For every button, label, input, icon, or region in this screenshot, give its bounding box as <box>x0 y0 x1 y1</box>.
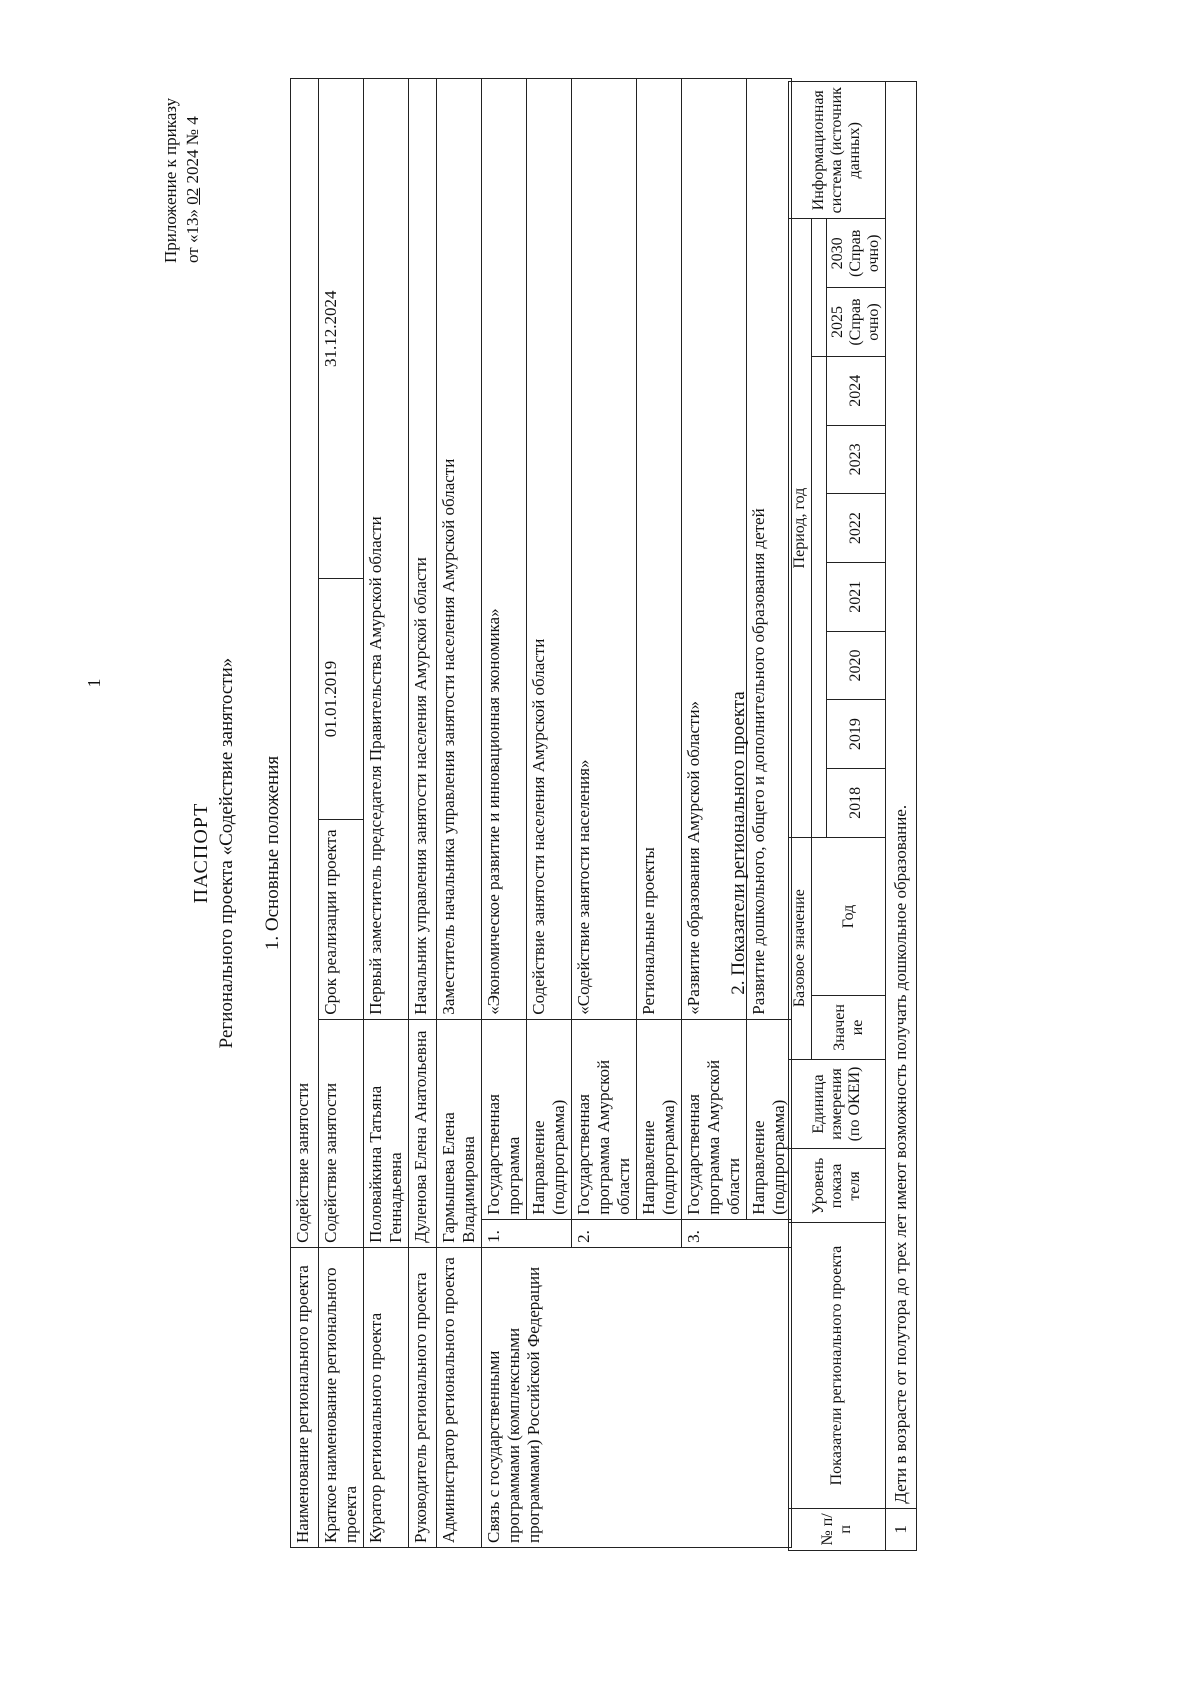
appendix-line2 <box>182 23 204 263</box>
col-base-year-header: Год <box>812 837 886 996</box>
document-title: ПАСПОРТ <box>190 802 212 904</box>
row-extra: Начальник управления занятости населения Амурской области <box>409 79 437 1020</box>
section2-heading: 2. Показатели регионального проекта <box>728 691 749 995</box>
link-type: Государственная программа Амурской области <box>572 1019 637 1219</box>
link-name: Региональные проекты <box>637 79 682 1020</box>
year-header: 2023 <box>827 425 886 494</box>
table-row <box>482 79 527 1548</box>
col-base-header: Базовое значение <box>789 837 812 1059</box>
term-end: 31.12.2024 <box>319 79 364 579</box>
header-row <box>789 82 812 1551</box>
year-header: 2022 <box>827 494 886 563</box>
link-type: Направление (подпрограмма) <box>637 1019 682 1219</box>
table-row <box>364 79 409 1548</box>
term-start: 01.01.2019 <box>319 579 364 819</box>
links-label: Связь с государственными программами (комплексными программами) Российской Федерации <box>482 1247 792 1547</box>
link-type: Направление (подпрограмма) <box>747 1019 792 1219</box>
appendix-date-prefix: от «13» <box>183 204 202 263</box>
row-extra: Заместитель начальника управления занятости населения Амурской области <box>437 79 482 1020</box>
page-number: 1 <box>84 678 104 688</box>
link-type: Государственная программа <box>482 1019 527 1219</box>
row-label: Руководитель регионального проекта <box>409 1247 437 1547</box>
table-row <box>409 79 437 1548</box>
table-row <box>437 79 482 1548</box>
year-header: 2018 <box>827 769 886 838</box>
row-label: Куратор регионального проекта <box>364 1247 409 1547</box>
link-name: «Развитие образования Амурской области» <box>682 79 747 1020</box>
appendix-line1: Приложение к приказу <box>161 97 180 263</box>
appendix-note <box>160 23 204 263</box>
col-ref-spacer <box>812 219 827 356</box>
col-base-value-header: Значен ие <box>812 996 886 1059</box>
year-header: 2019 <box>827 700 886 769</box>
col-unit-header: Единица измерения (по ОКЕИ) <box>789 1059 886 1149</box>
row-value: Половайкина Татьяна Геннадьевна <box>364 1019 409 1247</box>
link-name: Содействие занятости населения Амурской области <box>527 79 572 1020</box>
row-value: Гармышева Елена Владимировна <box>437 1019 482 1247</box>
year-header: 2025 (Справ очно) <box>827 288 886 357</box>
link-name: Развитие дошкольного, общего и дополнительного образования детей <box>747 79 792 1020</box>
term-label: Срок реализации проекта <box>319 819 364 1019</box>
col-level-header: Уровень показа теля <box>789 1149 886 1223</box>
row-label: Наименование регионального проекта <box>291 1247 319 1547</box>
row-value: Содействие занятости <box>291 79 319 1248</box>
link-type: Направление (подпрограмма) <box>527 1019 572 1219</box>
row-extra: Первый заместитель председателя Правительства Амурской области <box>364 79 409 1020</box>
document-subtitle: Регионального проекта «Содействие занятости» <box>216 657 237 1049</box>
col-source-header: Информационная система (источник данных) <box>789 82 886 219</box>
table-row <box>886 82 917 1551</box>
indicators-table <box>788 81 917 1551</box>
row-num: 1 <box>886 1508 917 1550</box>
link-num: 1. <box>482 1219 572 1247</box>
col-num-header: № п/п <box>789 1508 886 1550</box>
table-row <box>319 79 364 1548</box>
row-value: Дуленова Елена Анатольевна <box>409 1019 437 1247</box>
link-name: «Экономическое развитие и инновационная экономика» <box>482 79 527 1020</box>
link-num: 3. <box>682 1219 792 1247</box>
table-row <box>291 79 319 1548</box>
basic-provisions-table <box>290 78 792 1548</box>
col-indicator-header: Показатели регионального проекта <box>789 1223 886 1508</box>
row-label: Администратор регионального проекта <box>437 1247 482 1547</box>
appendix-year: 2024 № 4 <box>183 116 202 188</box>
row-label: Краткое наименование регионального проекта <box>319 1247 364 1547</box>
row-goal: Дети в возрасте от полутора до трех лет имеют возможность получать дошкольное образование. <box>886 82 917 1509</box>
row-value: Содействие занятости <box>319 1019 364 1247</box>
col-period-header: Период, год <box>789 219 812 837</box>
link-type: Государственная программа Амурской области <box>682 1019 747 1219</box>
appendix-month: 02 <box>183 187 202 205</box>
link-name: «Содействие занятости населения» <box>572 79 637 1020</box>
year-header: 2024 <box>827 356 886 425</box>
section1-heading: 1. Основные положения <box>262 755 283 951</box>
link-num: 2. <box>572 1219 682 1247</box>
col-years-spacer <box>812 356 827 837</box>
year-header: 2021 <box>827 562 886 631</box>
year-header: 2030 (Справ очно) <box>827 219 886 288</box>
year-header: 2020 <box>827 631 886 700</box>
